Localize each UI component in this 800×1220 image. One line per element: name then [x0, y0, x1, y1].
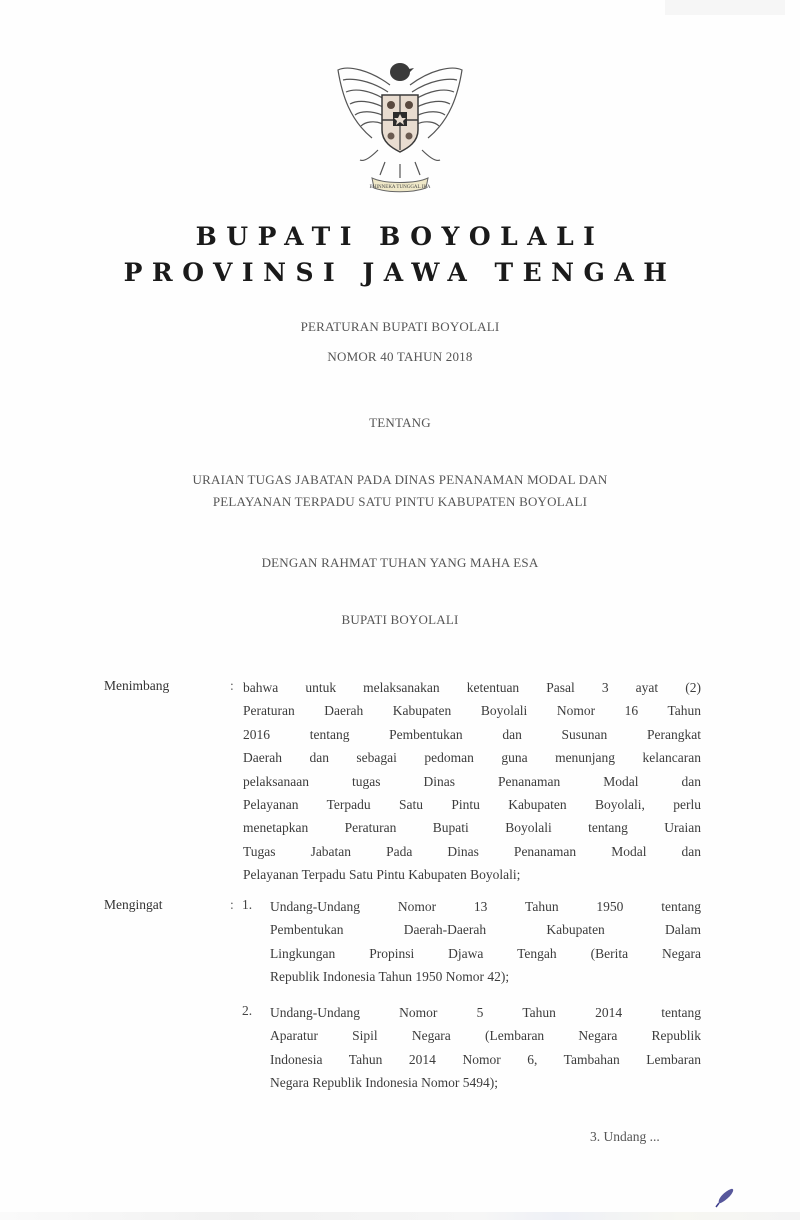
text-line: Tugas Jabatan Pada Dinas Penanaman Modal dan [243, 843, 701, 859]
mengingat-item-1 [270, 895, 701, 989]
mengingat-item-2 [270, 1001, 701, 1095]
text-line: 2016 tentang Pembentukan dan Susunan Perangkat [243, 726, 701, 742]
invocation: DENGAN RAHMAT TUHAN YANG MAHA ESA [261, 555, 539, 570]
scan-artifact [0, 1212, 800, 1220]
issuer-title: BUPATI BOYOLALI [195, 222, 605, 251]
text-line: Pelayanan Terpadu Satu Pintu Kabupaten Boyolali; [243, 867, 521, 883]
province-title: PROVINSI JAWA TENGAH [123, 258, 677, 287]
text-line: pelaksanaan tugas Dinas Penanaman Modal dan [243, 773, 701, 789]
text-line: Aparatur Sipil Negara (Lembaran Negara Republik [270, 1028, 701, 1044]
garuda-emblem-icon [330, 50, 470, 195]
regulation-type: PERATURAN BUPATI BOYOLALI [300, 319, 500, 334]
menimbang-colon: : [230, 678, 234, 693]
text-line: Peraturan Daerah Kabupaten Boyolali Nomor 16 Tahun [243, 703, 701, 719]
mengingat-colon: : [230, 897, 234, 912]
text-line: Lingkungan Propinsi Djawa Tengah (Berita Negara [270, 945, 701, 961]
text-line: menetapkan Peraturan Bupati Boyolali tentang Uraian [243, 820, 701, 836]
tentang-heading: TENTANG [369, 415, 431, 430]
scan-artifact [665, 0, 785, 15]
text-line: bahwa untuk melaksanakan ketentuan Pasal 3 ayat (2) [243, 680, 701, 695]
pen-initial-icon [713, 1183, 739, 1209]
subject-line-2: PELAYANAN TERPADU SATU PINTU KABUPATEN BOYOLALI [212, 494, 588, 509]
menimbang-paragraph [243, 676, 701, 887]
text-line: Daerah dan sebagai pedoman guna menunjang kelancaran [243, 750, 701, 766]
mengingat-label: Mengingat [104, 897, 163, 912]
text-line: Undang-Undang Nomor 5 Tahun 2014 tentang [270, 1005, 701, 1020]
subject-line-1: URAIAN TUGAS JABATAN PADA DINAS PENANAMAN MODAL DAN [192, 472, 608, 487]
continuation-marker: 3. Undang ... [590, 1129, 660, 1144]
text-line: Republik Indonesia Tahun 1950 Nomor 42); [270, 969, 510, 985]
menimbang-label: Menimbang [104, 678, 170, 693]
svg-text:BHINNEKA TUNGGAL IKA: BHINNEKA TUNGGAL IKA [369, 185, 431, 190]
text-line: Pelayanan Terpadu Satu Pintu Kabupaten Boyolali, perlu [243, 796, 701, 812]
text-line: Indonesia Tahun 2014 Nomor 6, Tambahan Lembaran [270, 1051, 701, 1067]
text-line: Pembentukan Daerah-Daerah Kabupaten Dalam [270, 922, 701, 938]
regulation-number: NOMOR 40 TAHUN 2018 [327, 349, 473, 364]
issuer-name: BUPATI BOYOLALI [341, 612, 459, 627]
item-number: 2. [242, 1003, 253, 1018]
item-number: 1. [242, 897, 253, 912]
text-line: Negara Republik Indonesia Nomor 5494); [270, 1075, 498, 1091]
text-line: Undang-Undang Nomor 13 Tahun 1950 tentang [270, 899, 701, 914]
